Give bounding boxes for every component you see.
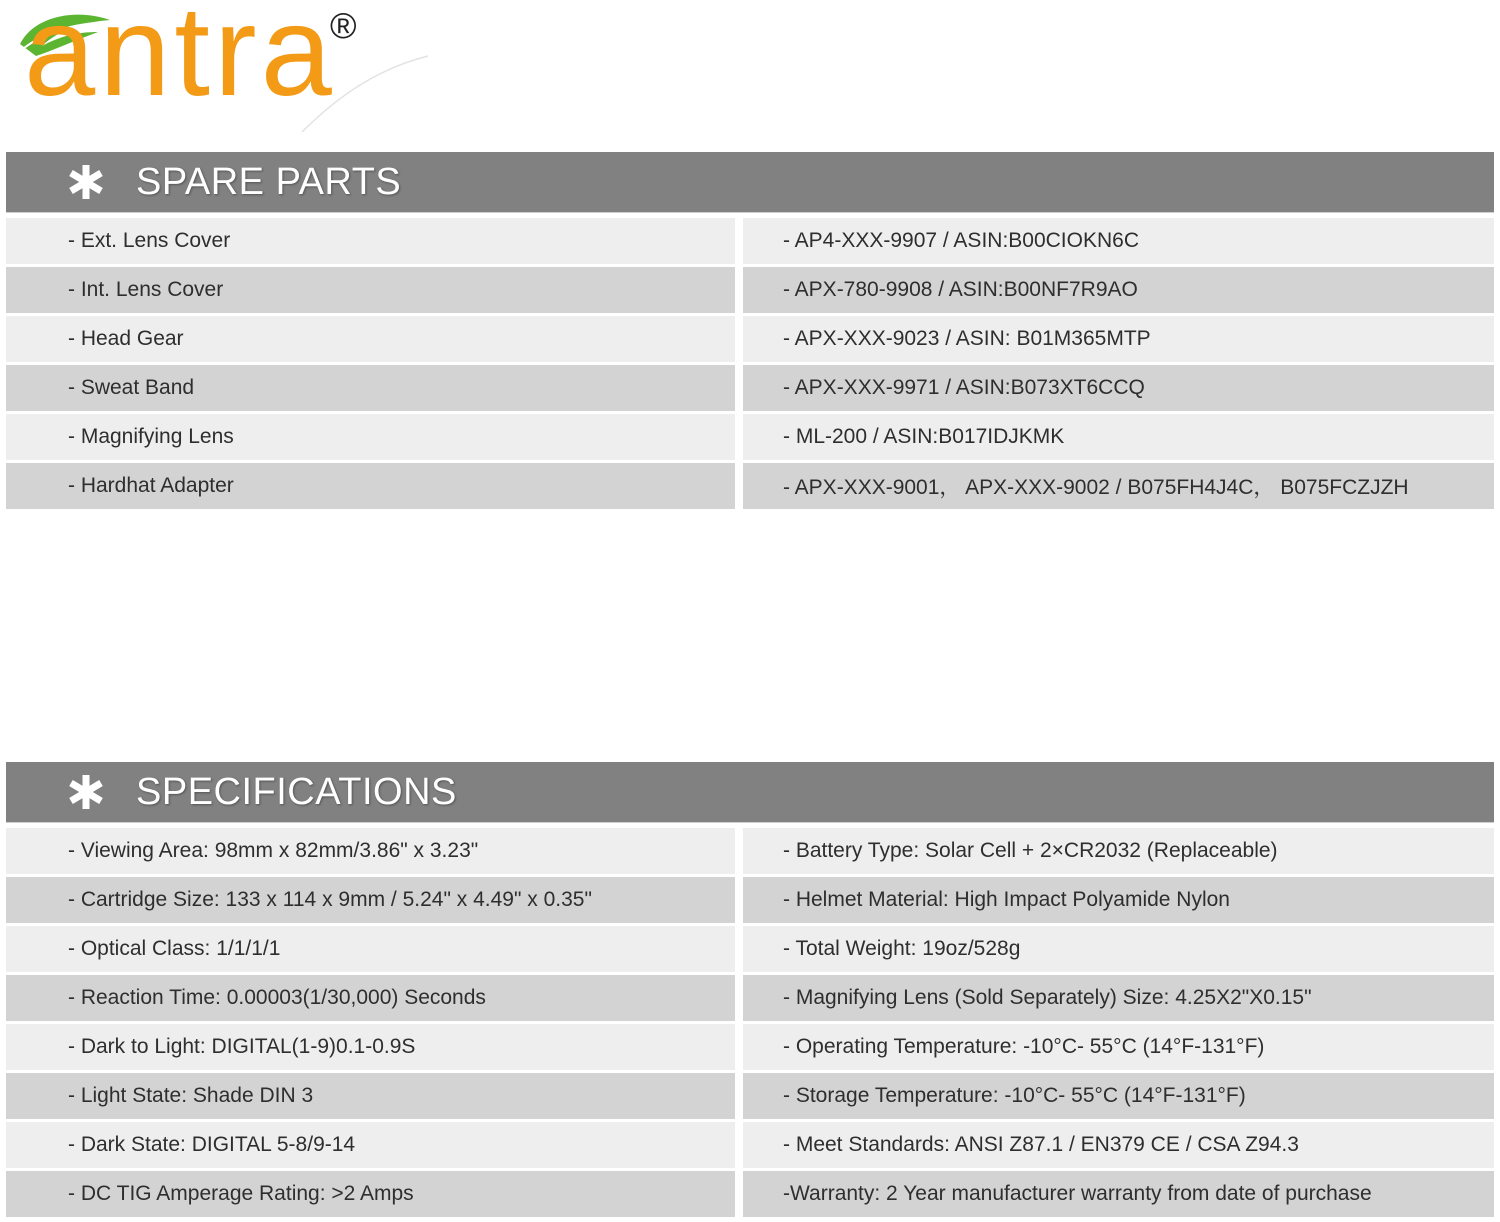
part-name: - Int. Lens Cover	[6, 267, 735, 313]
specifications-table	[6, 828, 1494, 1217]
logo-swoosh	[300, 54, 430, 134]
spec-item: - Meet Standards: ANSI Z87.1 / EN379 CE / CSA Z94.3	[743, 1122, 1494, 1168]
table-row	[6, 365, 1494, 411]
specifications-title: SPECIFICATIONS	[136, 770, 457, 813]
spec-item: - Dark to Light: DIGITAL(1-9)0.1-0.9S	[6, 1024, 735, 1070]
spec-item: - Storage Temperature: -10°C- 55°C (14°F-131°F)	[743, 1073, 1494, 1119]
spec-item: - Dark State: DIGITAL 5-8/9-14	[6, 1122, 735, 1168]
table-row	[6, 414, 1494, 460]
table-row	[6, 267, 1494, 313]
part-number: - ML-200 / ASIN:B017IDJKMK	[743, 414, 1494, 460]
spec-item: - Total Weight: 19oz/528g	[743, 926, 1494, 972]
spec-item: - Magnifying Lens (Sold Separately) Size: 4.25X2"X0.15"	[743, 975, 1494, 1021]
table-row	[6, 1024, 1494, 1070]
asterisk-icon	[66, 162, 106, 202]
part-number: - AP4-XXX-9907 / ASIN:B00CIOKN6C	[743, 218, 1494, 264]
part-number: - APX-XXX-9971 / ASIN:B073XT6CCQ	[743, 365, 1494, 411]
table-row	[6, 1122, 1494, 1168]
part-number: - APX-XXX-9001， APX-XXX-9002 / B075FH4J4C， B075FCZJZH	[743, 463, 1494, 509]
part-number: - APX-780-9908 / ASIN:B00NF7R9AO	[743, 267, 1494, 313]
spec-item: - Helmet Material: High Impact Polyamide Nylon	[743, 877, 1494, 923]
specifications-header	[6, 762, 1494, 823]
asterisk-icon	[66, 772, 106, 812]
specifications-section	[6, 762, 1494, 1220]
table-row	[6, 1073, 1494, 1119]
spec-item: -Warranty: 2 Year manufacturer warranty from date of purchase	[743, 1171, 1494, 1217]
part-name: - Magnifying Lens	[6, 414, 735, 460]
spec-item: - Viewing Area: 98mm x 82mm/3.86" x 3.23"	[6, 828, 735, 874]
table-row	[6, 316, 1494, 362]
registered-mark: ®	[330, 5, 357, 46]
spec-item: - Operating Temperature: -10°C- 55°C (14°F-131°F)	[743, 1024, 1494, 1070]
table-row	[6, 218, 1494, 264]
part-name: - Hardhat Adapter	[6, 463, 735, 509]
spec-item: - DC TIG Amperage Rating: >2 Amps	[6, 1171, 735, 1217]
spec-item: - Cartridge Size: 133 x 114 x 9mm / 5.24" x 4.49" x 0.35"	[6, 877, 735, 923]
table-row	[6, 828, 1494, 874]
spec-item: - Optical Class: 1/1/1/1	[6, 926, 735, 972]
part-name: - Ext. Lens Cover	[6, 218, 735, 264]
table-row	[6, 975, 1494, 1021]
brand-wordmark: antra	[24, 0, 336, 123]
part-number: - APX-XXX-9023 / ASIN: B01M365MTP	[743, 316, 1494, 362]
table-row	[6, 1171, 1494, 1217]
table-row	[6, 463, 1494, 509]
part-name: - Sweat Band	[6, 365, 735, 411]
spec-item: - Light State: Shade DIN 3	[6, 1073, 735, 1119]
part-name: - Head Gear	[6, 316, 735, 362]
spare-parts-title: SPARE PARTS	[136, 160, 402, 203]
spare-parts-section	[6, 152, 1494, 512]
table-row	[6, 877, 1494, 923]
brand-logo	[10, 0, 430, 134]
spare-parts-header	[6, 152, 1494, 213]
table-row	[6, 926, 1494, 972]
spare-parts-table	[6, 218, 1494, 509]
spec-item: - Reaction Time: 0.00003(1/30,000) Seconds	[6, 975, 735, 1021]
spec-item: - Battery Type: Solar Cell + 2×CR2032 (Replaceable)	[743, 828, 1494, 874]
